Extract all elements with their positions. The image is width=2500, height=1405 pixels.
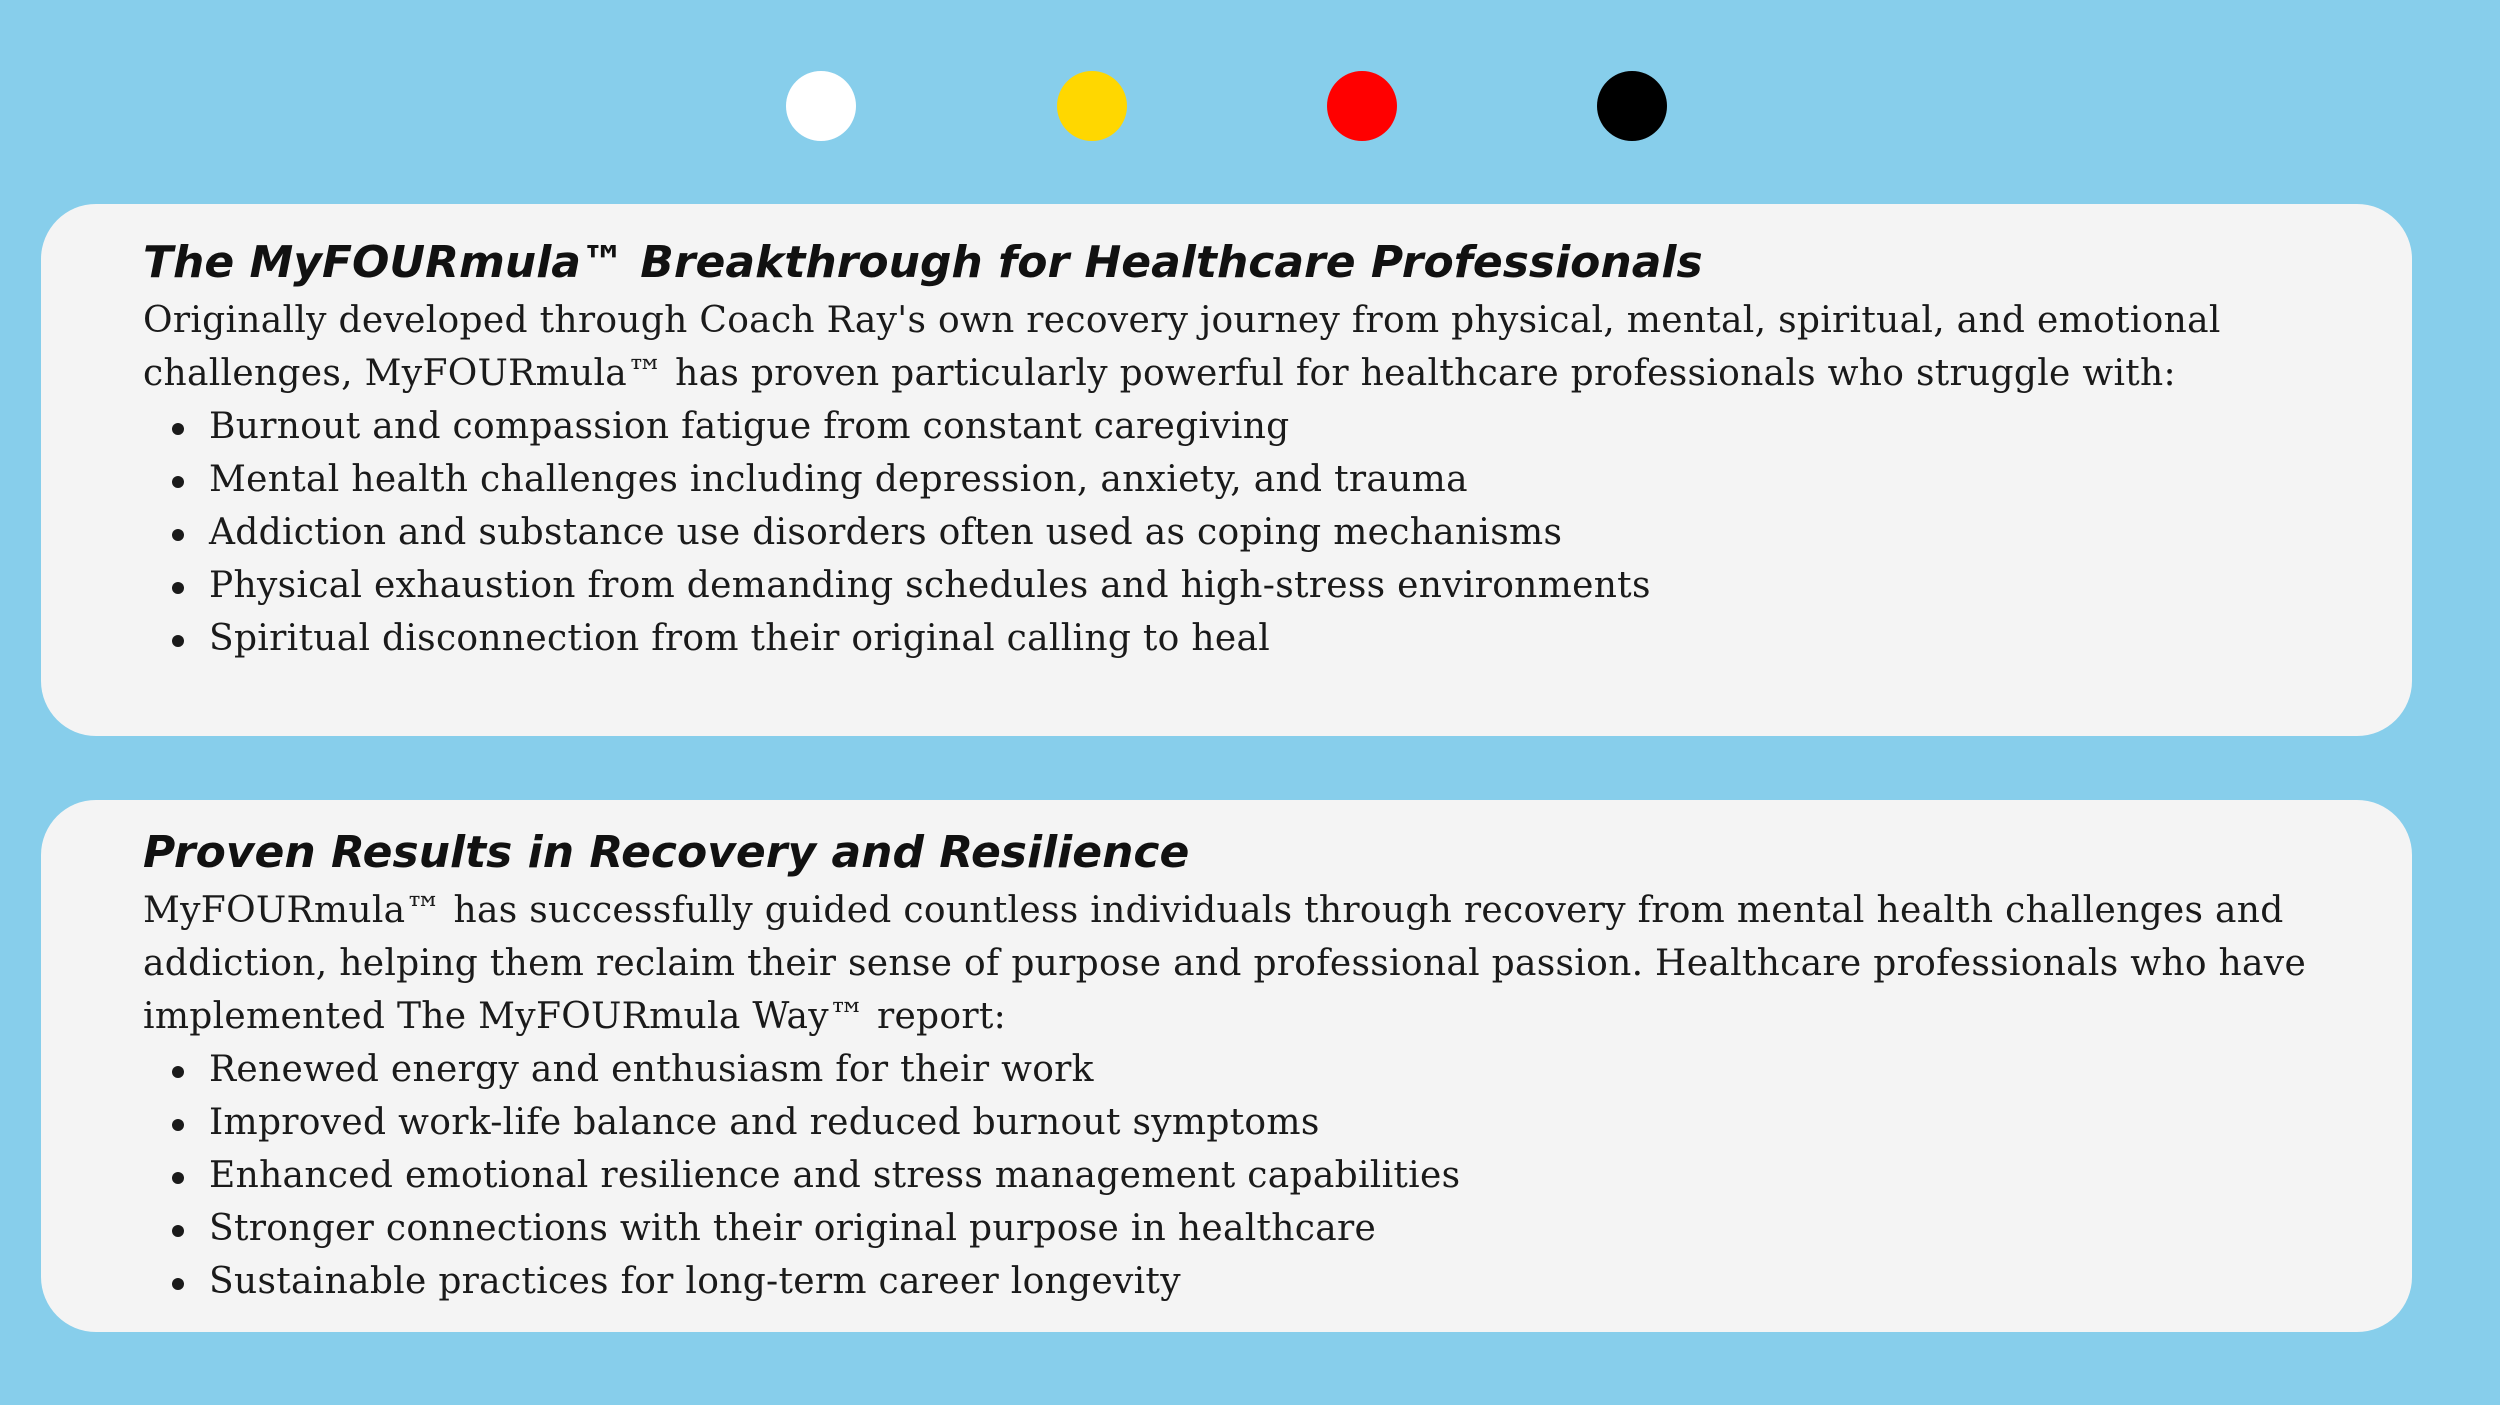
list-item: Stronger connections with their original purpose in healthcare (143, 1202, 2352, 1255)
black-dot (1597, 71, 1667, 141)
list-item: Enhanced emotional resilience and stress management capabilities (143, 1149, 2352, 1202)
results-list (143, 1043, 2352, 1308)
list-item: Addiction and substance use disorders often used as coping mechanisms (143, 506, 2352, 559)
list-item: Improved work-life balance and reduced burnout symptoms (143, 1096, 2352, 1149)
red-dot (1327, 71, 1397, 141)
results-intro: MyFOURmula™ has successfully guided countless individuals through recovery from mental health challenges and addiction, helping them reclaim their sense of purpose and professional passion. Healthcare professionals who have implemented The MyFOURmula Way™ report: (143, 890, 2307, 1037)
list-item: Renewed energy and enthusiasm for their work (143, 1043, 2352, 1096)
yellow-dot (1057, 71, 1127, 141)
breakthrough-intro: Originally developed through Coach Ray's own recovery journey from physical, mental, spiritual, and emotional challenges, MyFOURmula™ has proven particularly powerful for healthcare professionals who struggle with: (143, 300, 2221, 394)
results-card (41, 800, 2412, 1332)
list-item: Burnout and compassion fatigue from constant caregiving (143, 400, 2352, 453)
white-dot (786, 71, 856, 141)
list-item: Mental health challenges including depression, anxiety, and trauma (143, 453, 2352, 506)
breakthrough-title: The MyFOURmula™ Breakthrough for Healthcare Professionals (143, 237, 1703, 288)
list-item: Sustainable practices for long-term career longevity (143, 1255, 2352, 1308)
results-title: Proven Results in Recovery and Resilience (143, 827, 1190, 878)
list-item: Physical exhaustion from demanding schedules and high-stress environments (143, 559, 2352, 612)
struggles-list (143, 400, 2352, 665)
breakthrough-card (41, 204, 2412, 736)
color-dots-row (0, 0, 2500, 160)
list-item: Spiritual disconnection from their original calling to heal (143, 612, 2352, 665)
